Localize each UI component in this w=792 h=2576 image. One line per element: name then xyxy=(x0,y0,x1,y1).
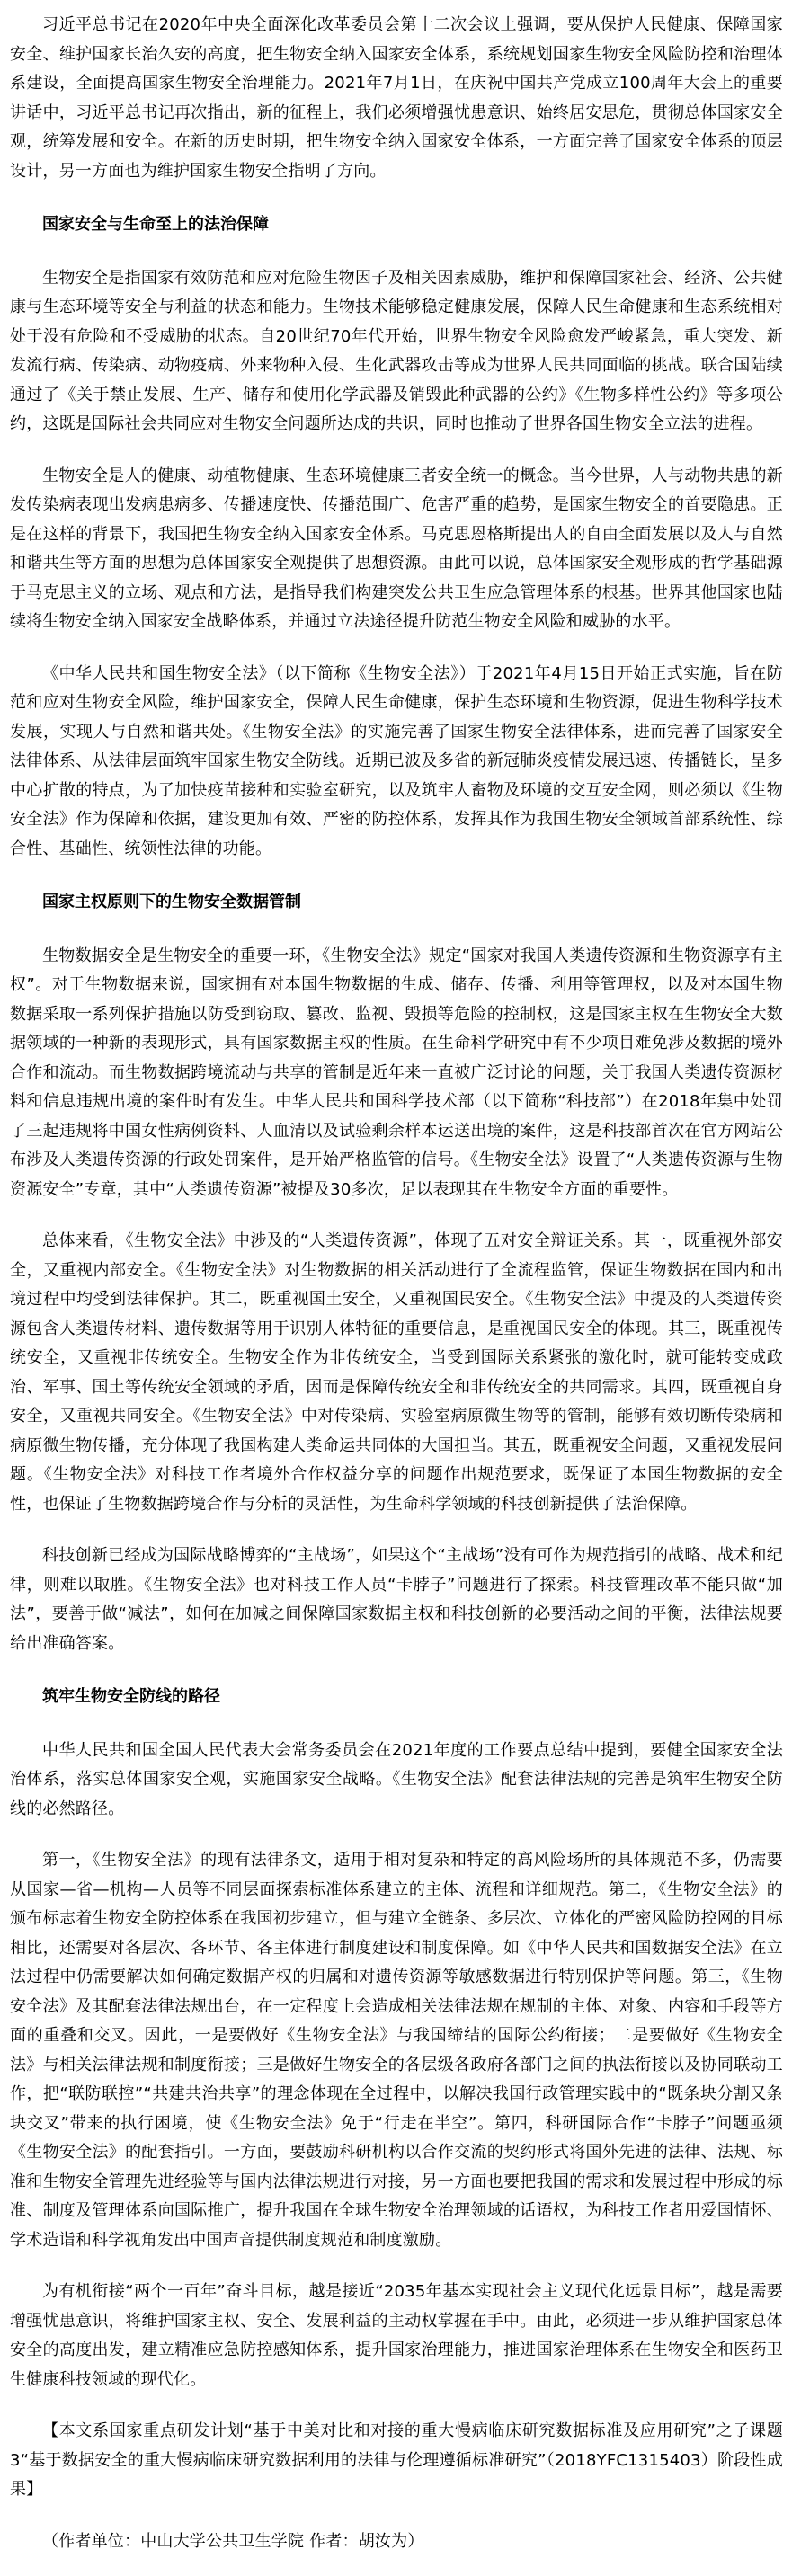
article-paragraph: 第一，《生物安全法》的现有法律条文，适用于相对复杂和特定的高风险场所的具体规范不多，仍需要从国家—省—机构—人员等不同层面探索标准体系建立的主体、流程和详细规范。第二，《生物安全法》的颁布标志着生物安全防控体系在我国初步建立，但与建立全链条、多层次、立体化的严密风险防控网的目标相比，还需要对各层次、各环节、各主体进行制度建设和制度保障。如《中华人民共和国数据安全法》在立法过程中仍需要解决如何确定数据产权的归属和对遗传资源等敏感数据进行特别保护等问题。第三，《生物安全法》及其配套法律法规出台，在一定程度上会造成相关法律法规在规制的主体、对象、内容和手段等方面的重叠和交叉。因此，一是要做好《生物安全法》与我国缔结的国际公约衔接；二是要做好《生物安全法》与相关法律法规和制度衔接；三是做好生物安全的各层级各政府各部门之间的执法衔接以及协同联动工作，把“联防联控”“共建共治共享”的理念体现在全过程中，以解决我国行政管理实践中的“既条块分割又条块交叉”带来的执行困境，使《生物安全法》免于“行走在半空”。第四，科研国际合作“卡脖子”问题亟须《生物安全法》的配套指引。一方面，要鼓励科研机构以合作交流的契约形式将国外先进的法律、法规、标准和生物安全管理先进经验等与国内法律法规进行对接，另一方面也要把我国的需求和发展过程中形成的标准、制度及管理体系向国际推广，提升我国在全球生物安全治理领域的话语权，为科技工作者用爱国情怀、学术造诣和科学视角发出中国声音提供制度规范和制度激励。 xyxy=(10,1851,783,2250)
section-heading: 国家安全与生命至上的法治保障 xyxy=(42,215,269,234)
article-paragraph: 生物安全是人的健康、动植物健康、生态环境健康三者安全统一的概念。当今世界，人与动物共患的新发传染病表现出发病患病多、传播速度快、传播范围广、危害严重的趋势，是国家生物安全的首要隐患。正是在这样的背景下，我国把生物安全纳入国家安全体系。马克思恩格斯提出人的自由全面发展以及人与自然和谐共生等方面的思想为总体国家安全观提供了思想资源。由此可以说，总体国家安全观形成的哲学基础源于马克思主义的立场、观点和方法，是指导我们构建突发公共卫生应急管理体系的根基。世界其他国家也陆续将生物安全纳入国家安全战略体系，并通过立法途径提升防范生物安全风险和威胁的水平。 xyxy=(10,466,783,631)
article-funding-note: 【本文系国家重点研发计划“基于中美对比和对接的重大慢病临床研究数据标准及应用研究”之子课题3“基于数据安全的重大慢病临床研究数据利用的法律与伦理遵循标准研究”（2018YFC1315403）阶段性成果】 xyxy=(10,2421,783,2499)
section-heading: 国家主权原则下的生物安全数据管制 xyxy=(42,893,301,911)
article-author-line: （作者单位：中山大学公共卫生学院 作者：胡汝为） xyxy=(42,2531,424,2551)
section-heading: 筑牢生物安全防线的路径 xyxy=(42,1687,220,1706)
article-paragraph: 生物数据安全是生物安全的重要一环，《生物安全法》规定“国家对我国人类遗传资源和生物资源享有主权”。对于生物数据来说，国家拥有对本国生物数据的生成、储存、传播、利用等管理权，以及对本国生物数据采取一系列保护措施以防受到窃取、篡改、监视、毁损等危险的控制权，这是国家主权在生物安全大数据领域的一种新的表现形式，具有国家数据主权的性质。在生命科学研究中有不少项目难免涉及数据的境外合作和流动。而生物数据跨境流动与共享的管制是近年来一直被广泛讨论的问题，关于我国人类遗传资源材料和信息违规出境的案件时有发生。中华人民共和国科学技术部（以下简称“科技部”）在2018年集中处罚了三起违规将中国女性病例资料、人血清以及试验剩余样本运送出境的案件，这是科技部首次在官方网站公布涉及人类遗传资源的行政处罚案件，是开始严格监管的信号。《生物安全法》设置了“人类遗传资源与生物资源安全”专章，其中“人类遗传资源”被提及30多次，足以表现其在生物安全方面的重要性。 xyxy=(10,946,783,1199)
article-paragraph: 《中华人民共和国生物安全法》（以下简称《生物安全法》）于2021年4月15日开始正式实施，旨在防范和应对生物安全风险，维护国家安全，保障人民生命健康，保护生态环境和生物资源，促进生物科学技术发展，实现人与自然和谐共处。《生物安全法》的实施完善了国家生物安全法律体系，进而完善了国家安全法律体系、从法律层面筑牢国家生物安全防线。近期已波及多省的新冠肺炎疫情发展迅速、传播链长，呈多中心扩散的特点，为了加快疫苗接种和实验室研究，以及筑牢人畜物及环境的交互安全网，则必须以《生物安全法》作为保障和依据，建设更加有效、严密的防控体系，发挥其作为我国生物安全领域首部系统性、综合性、基础性、统领性法律的功能。 xyxy=(10,663,783,858)
article-paragraph: 科技创新已经成为国际战略博弈的“主战场”，如果这个“主战场”没有可作为规范指引的战略、战术和纪律，则难以取胜。《生物安全法》也对科技工作人员“卡脖子”问题进行了探索。科技管理改革不能只做“加法”，要善于做“减法”，如何在加减之间保障国家数据主权和科技创新的必要活动之间的平衡，法律法规要给出准确答案。 xyxy=(10,1546,783,1653)
article-paragraph: 中华人民共和国全国人民代表大会常务委员会在2021年度的工作要点总结中提到，要健全国家安全法治体系，落实总体国家安全观，实施国家安全战略。《生物安全法》配套法律法规的完善是筑牢生物安全防线的必然路径。 xyxy=(10,1740,783,1818)
article-paragraph: 为有机衔接“两个一百年”奋斗目标，越是接近“2035年基本实现社会主义现代化远景目标”，越是需要增强忧患意识，将维护国家主权、安全、发展利益的主动权掌握在手中。由此，必须进一步从维护国家总体安全的高度出发，建立精准应急防控感知体系，提升国家治理能力，推进国家治理体系在生物安全和医药卫生健康科技领域的现代化。 xyxy=(10,2282,783,2389)
article-paragraph: 总体来看，《生物安全法》中涉及的“人类遗传资源”，体现了五对安全辩证关系。其一，既重视外部安全，又重视内部安全。《生物安全法》对生物数据的相关活动进行了全流程监管，保证生物数据在国内和出境过程中均受到法律保护。其二，既重视国土安全，又重视国民安全。《生物安全法》中提及的人类遗传资源包含人类遗传材料、遗传数据等用于识别人体特征的重要信息，是重视国民安全的体现。其三，既重视传统安全，又重视非传统安全。生物安全作为非传统安全，当受到国际关系紧张的激化时，就可能转变成政治、军事、国土等传统安全领域的矛盾，因而是保障传统安全和非传统安全的共同需求。其四，既重视自身安全，又重视共同安全。《生物安全法》中对传染病、实验室病原微生物等的管制，能够有效切断传染病和病原微生物传播，充分体现了我国构建人类命运共同体的大国担当。其五，既重视安全问题，又重视发展问题。《生物安全法》对科技工作者境外合作权益分享的问题作出规范要求，既保证了本国生物数据的安全性，也保证了生物数据跨境合作与分析的灵活性，为生命科学领域的科技创新提供了法治保障。 xyxy=(10,1231,783,1514)
article-paragraph: 生物安全是指国家有效防范和应对危险生物因子及相关因素威胁，维护和保障国家社会、经济、公共健康与生态环境等安全与利益的状态和能力。生物技术能够稳定健康发展，保障人民生命健康和生态系统相对处于没有危险和不受威胁的状态。自20世纪70年代开始，世界生物安全风险愈发严峻紧急，重大突发、新发流行病、传染病、动物疫病、外来物种入侵、生化武器攻击等成为世界人民共同面临的挑战。联合国陆续通过了《关于禁止发展、生产、储存和使用化学武器及销毁此种武器的公约》《生物多样性公约》等多项公约，这既是国际社会共同应对生物安全问题所达成的共识，同时也推动了世界各国生物安全立法的进程。 xyxy=(10,268,783,433)
article-paragraph: 习近平总书记在2020年中央全面深化改革委员会第十二次会议上强调，要从保护人民健康、保障国家安全、维护国家长治久安的高度，把生物安全纳入国家安全体系，系统规划国家生物安全风险防控和治理体系建设，全面提高国家生物安全治理能力。2021年7月1日，在庆祝中国共产党成立100周年大会上的重要讲话中，习近平总书记再次指出，新的征程上，我们必须增强忧患意识、始终居安思危，贯彻总体国家安全观，统筹发展和安全。在新的历史时期，把生物安全纳入国家安全体系，一方面完善了国家安全体系的顶层设计，另一方面也为维护国家生物安全指明了方向。 xyxy=(10,15,783,181)
